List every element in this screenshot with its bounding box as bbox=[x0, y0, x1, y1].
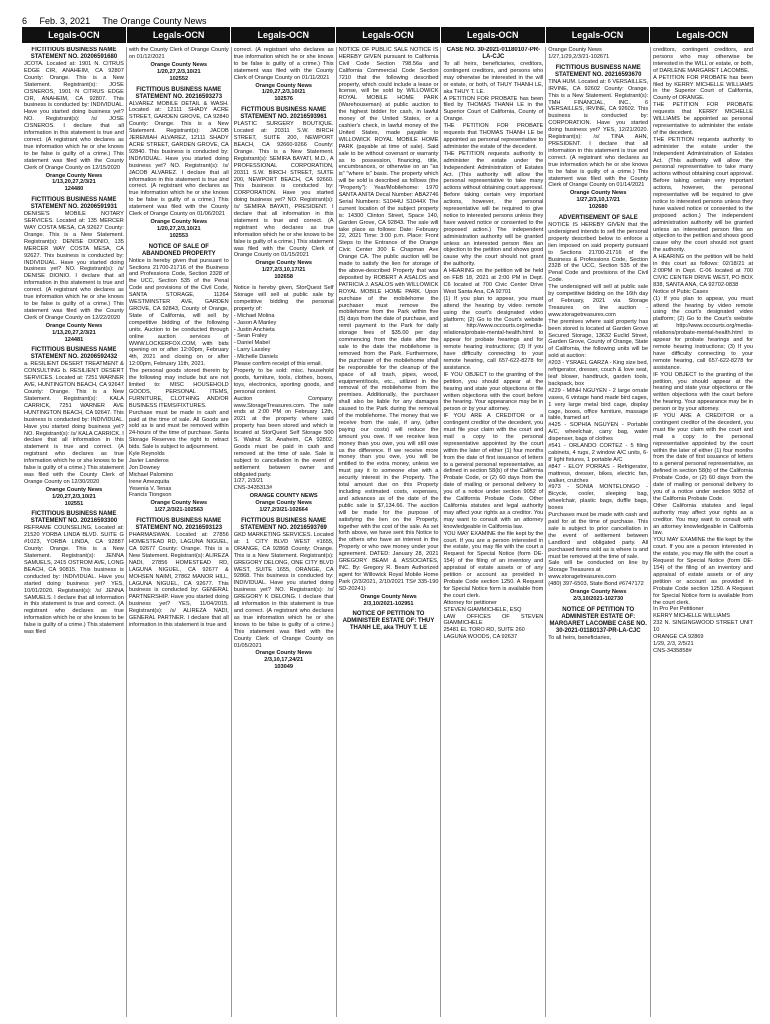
legal-notice bbox=[24, 47, 124, 193]
notice-title: FICTITIOUS BUSINESS NAME STATEMENT NO. 20206591931 bbox=[30, 197, 118, 211]
notice-title: FICTITIOUS BUSINESS NAME STATEMENT NO. 20216593300 bbox=[30, 511, 118, 525]
notice-body: TINA HUM. Located at: 6 VERSAILLES, IRVINE, CA 92602 County: Orange. This is a New Statement. Registrant(s): TMH FINANCIAL, INC., 6 VERSAILLES, IRVINE, CA 92602. This business is conducted by: CORPORATION. Have you started doing business yet? YES, 12/21/2020. Registrant(s): /s/ TINA AHN, PRESIDENT. I declare that all information in this statement is true and correct. (A registrant who declares as true information which he or she knows to be false is guilty of a crime.) This statement was filed with the County Clerk of Orange County on 01/14/2021 bbox=[548, 78, 650, 189]
notice-title: FICTITIOUS BUSINESS NAME STATEMENT NO. 20216593273 bbox=[135, 86, 223, 100]
section-label: Legals-OCN bbox=[441, 27, 546, 43]
section-bars bbox=[22, 27, 755, 43]
notice-body: creditors, contingent creditors, and persons who may otherwise be interested in the WILL or estate, or both, of DARLENE MARGARET LACOMBE. A PETITION FOR PROBATE has been filed by KERRY MICHELLE WILLIAMS in the Superior Court of California, County of ORANGE. THE PETITION FOR PROBATE requests that KERRY MICHELLE WILLIAMS be appointed as personal representative to administer the estate of the decedent. THE PETITION requests authority to administer the estate under the Independent Administration of Estates Act. (This authority will allow the personal representative to take many actions without obtaining court approval. Before taking certain very important actions, however, the personal representative will be required to give notice to interested persons unless they have waived notice or consented to the proposed action.) The independent administration authority will be granted unless an interested person files an objection to the petition and shows good cause why the court should not grant the authority. A HEARING on the petition will be held in this court as follows: 02/18/21 at 2:00PM in Dept. C-06 located at 700 CIVIC CENTER DRIVE WEST, PO BOX 838, SANTA ANA, CA 92702-0838 Notice of Pubic Cases (1) If you plan to appear, you must attend the hearing by video remote using the court's designated video platform; (2) Go to the Court's website at http://www.occourts.org/media-relations/probate-mental-health.html to appear for probate hearings and for remote hearing instructions; (3) If you have difficulty connecting to your remote hearing, call 657-622-8278 for assistance. IF YOU OBJECT to the granting of the petition, you should appear at the hearing and state your objections or file written objections with the court before the hearing. Your appearance may be in person or by your attorney. IF YOU ARE A CREDITOR or a contingent creditor of the decedent, you must file your claim with the court and mail a copy to the personal representative appointed by the court within the later of either (1) four months from the date of first issuance of letters to a general personal representative, as defined in section 58(b) of the California Probate Code, or (2) 60 days from the date of mailing or personal delivery to you of a notice under section 9052 of the California Probate Code. Other California statutes and legal authority may affect your rights as a creditor. You may want to consult with an attorney knowledgeable in California law. YOU MAY EXAMINE the file kept by the court. If you are a person interested in the estate, you may file with the court a Request for Special Notice (form DE-154) of the filing of an inventory and appraisal of estate assets or of any petition or account as provided in Probate Code section 1250. A Request for Special Notice form is available from the court clerk. In Pro Per Petitioner KERRY MICHELLE WILLIAMS 232 N. SINGINGWOOD STREET UNIT 10 ORANGE CA 92869 1/29, 2/3, 2/5/21 CNS-3435858# bbox=[653, 47, 754, 654]
notice-body: To all heirs, beneficiaries, creditors, contingent creditors, and persons who may otherwise be interested in the will or estate, or both, of THUY THANH LE, aka THUY T. LE. A PETITION FOR PROBATE has been filed by THOMAS THANH LE in the Superior Court of California, County of Orange. THE PETITION FOR PROBATE requests that THOMAS THANH LE be appointed as personal representative to administer the estate of the decedent. THE PETITION requests authority to administer the estate under the Independent Administration of Estates Act. (This authority will allow the personal representative to take many actions without obtaining court approval. Before taking certain very important actions, however, the personal representative will be required to give notice to interested persons unless they have waived notice or consented to the proposed action.) The independent administration authority will be granted unless an interested person files an objection to the petition and shows good cause why the court should not grant the authority. A HEARING on the petition will be held on FEB 18, 2021 at 2:00 PM in Dept. C6 located at 700 Civic Center Drive West Santa Ana, CA 92701 (1) If you plan to appear, you must attend the hearing by video remote using the court's designated video platform; (2) Go to the Court's website at http://www.occourts.org/media-relations/probate-mental-health.html to appear for probate hearings and for remote hearing instructions; (3) If you have difficulty connecting to your remote hearing, call 657-622-8278 for assistance. IF YOU OBJECT to the granting of the petition, you should appear at the hearing and state your objections or file written objections with the court before the hearing. Your appearance may be in person or by your attorney. IF YOU ARE A CREDITOR or a contingent creditor of the decedent, you must file your claim with the court and mail a copy to the personal representative appointed by the court within the later of either (1) four months from the date of first issuance of letters to a general personal representative, as defined in section 58(b) of the California Probate Code, or (2) 60 days from the date of mailing or personal delivery to you of a notice under section 9052 of the California Probate Code. Other California statutes and legal authority may affect your rights as a creditor. You may want to consult with an attorney knowledgeable in California law. YOU MAY EXAMINE the file kept by the court. If you are a person interested in the estate, you may file with the court a Request for Special Notice (form DE-154) of the filing of an inventory and appraisal of estate assets or of any petition or account as provided in Probate Code section 1250. A Request for Special Notice form is available from the court clerk. Attorney for petitioner STEVEN GIAMMICHELE, ESQ LAW OFFICES OF STEVEN GIAMMICHELE 25481 EL TORO RD, SUITE 260 LAGUNA WOODS, CA 92637 bbox=[443, 61, 544, 641]
legal-notice bbox=[548, 65, 648, 211]
section-label: Legals-OCN bbox=[127, 27, 232, 43]
legal-notice bbox=[129, 244, 229, 515]
legal-notice bbox=[339, 47, 439, 607]
notice-title: FICTITIOUS BUSINESS NAME STATEMENT NO. 20206592432 bbox=[30, 347, 118, 361]
legal-notice bbox=[129, 47, 229, 83]
notice-body: Orange County News 1/27,1/29,2/3/21-102671 bbox=[548, 47, 610, 60]
legal-notice bbox=[129, 87, 229, 240]
notice-body: with the County Clerk of Orange County on 01/12/2021 bbox=[128, 47, 231, 60]
legal-notice bbox=[548, 215, 648, 603]
legal-notice bbox=[234, 518, 334, 671]
legal-notice bbox=[24, 347, 124, 507]
legal-notice bbox=[24, 197, 124, 343]
notice-body: Notice is hereby given, StorQuest Self Storage will sell at public sale by competitive bidding the personal property of: - Michael Molina - Jason A Manley - Justin Anchieta - Sean Fraley - Daniel Mabel - Larry Lassley - Michelle Daniels Please confirm receipt of this email. Property to be sold: misc. household goods, furniture, tools, clothes, boxes, toys, electronics, sporting goods, and personal content. Auction Company: www.StorageTreasures.com. The sale ends at 2:00 PM on February 12th, 2021 at the property where said property has been stored and which is located at StorQuest Self Storage 500 S. Walnut St. Anaheim, CA 92802. Goods must be paid in cash and removed at the time of sale. Sale is subject to cancellation in the event of settlement between owner and obligated party. 1/27, 2/3/21 CNS-3435313# bbox=[233, 285, 334, 492]
notice-title: FICTITIOUS BUSINESS NAME STATEMENT NO. 20216593670 bbox=[554, 64, 642, 78]
notice-title: ADVERTISEMENT OF SALE bbox=[558, 215, 638, 222]
publication-info: Orange County News 1/13,20,27,2/3/21 124481 bbox=[45, 322, 103, 343]
notice-title: FICTITIOUS BUSINESS NAME STATEMENT NO. 20216593769 bbox=[240, 518, 327, 531]
notice-title: FICTITIOUS BUSINESS NAME STATEMENT NO. 20216593961 bbox=[240, 107, 327, 121]
notice-body: a. RESILIENT DESERT TREATMENT & CONSULTING b. RESILIENT DESERT SERVICES. Located at: 7251 WARNER AVE, HUNTINGTON BEACH, CA 92647 County: Orange. This is a New Statement. Registrant(s): KALA CARRICK, 7251 WARNER AVE HUNTINGTON BEACH, CA 92647. This business is conducted by: INDIVIDUAL. Have you started doing business yet? NO. Registrant(s): /s/ KALA CARRICK. I declare that all information in this statement is true and correct. (A registrant who declares as true information which he or she knows to be false is guilty of a crime.) This statement was filed with the County Clerk of Orange County on 12/30/2020 bbox=[24, 361, 126, 485]
notice-body: GKD MARKETING SERVICES. Located at: 1 CITY BLVD WEST #1655, ORANGE, CA 92868 County: Orange. This is a New Statement. Registrant(s): GREGORY DELONG, ONE CITY BLVD WEST, SUITE 1655, ORANGE, CA 92868. This business is conducted by: INDIVIDUAL. Have you started doing business yet? NO. Registrant(s): /s/ GREGORY K DELONG. I declare that all information in this statement is true and correct. (A registrant who declares as true information which he or she knows to be false is guilty of a crime.) This statement was filed with the County Clerk of Orange County on 01/05/2021 bbox=[233, 532, 336, 649]
publication-info: Orange County News 2/3,10/2021-102951 bbox=[360, 593, 417, 607]
column-5 bbox=[441, 47, 546, 1017]
publication-info: Orange County News 1/20,27,2/3,10/21 102553 bbox=[150, 218, 208, 239]
section-label: Legals-OCN bbox=[22, 27, 127, 43]
notice-body: ALVAREZ MOBILE DETAIL & WASH. Located at: 12111 SHADY ACRE STREET, GARDEN GROVE, CA 92840 County: Orange. This is a New Statement. Registrant(s): JACOB JEREMIAH ALVAREZ, 12111 SHADY ACRE STREET, GARDEN GROVE, CA 92840. This business is conducted by: INDIVIDUAL. Have you started doing business yet? NO. Registrant(s): /s/ JACOB ALVAREZ. I declare that all information in this statement is true and correct. (A registrant who declares as true information which he or she knows to be false is guilty of a crime.) This statement was filed with the County Clerk of Orange County on 01/06/2021 bbox=[128, 100, 231, 218]
section-label: Legals-OCN bbox=[336, 27, 441, 43]
section-label: Legals-OCN bbox=[231, 27, 336, 43]
notice-body: JCOTA. Located at: 1901 N. CITRUS EDGE CIR, ANAHEIM, CA 92807 County: Orange. This is a New Statement. Registrant(s): JOSE CISNEROS, 1901 N CITRUS EDGE CIR, ANAHEIM, CA 92807. This business is conducted by: INDIVIDUAL. Have you started doing business yet? NO. Registrant(s): /s/ JOSE CISNEROS. I declare that all information in this statement is true and correct. (A registrant who declares as true information which he or she knows to be false is guilty of a crime.) This statement was filed with the County Clerk of Orange County on 12/15/2020 bbox=[24, 61, 126, 171]
column-4 bbox=[337, 47, 442, 1017]
column-6 bbox=[546, 47, 651, 1017]
notice-body: NOTICE IS HEREBY GIVEN that the undersigned intends to sell the personal property described below to enforce a lien imposed on said property pursuant to Sections 21700-21716 of the Business & Professions Code, Section 2328 of the UCC, Section 535 of the Penal Code and provisions of the Civil Code. The undersigned will sell at public sale by competitive bidding on the 16th day of February, 2021 via Storage Treasures on line auction - www.storagetreasures.com The premises where said property has been stored is located at Garden Grove Secured Storage, 13632 Euclid Street, Garden Grove, County of Orange, State of California, the following units will be sold at auction: #203 - YSRAEL GARZA - King size bed, refrigerator, dresser, couch & love seat, leaf blower, handtruck, garden tools, backpack, box #229 - MINH NGUYEN - 2 large ornate vases, 6 vintage hand made bird cages, 1 very large metal bird cage, display cage, boxes, office furniture, massage table, framed art #425 - SOPHIA NGUYEN - Portable A/C, wheelchair, carry bag, water dispenser, bags of clothes #541 - ORLANDO CORTEZ - 5 filing cabinets, 4 rugs, 2 window A/C units, 6-8' light fixtures, 1 portable A/C #847 - ELOY PORRAS - Refrigerator, mattress, dresser, bikes, electric fan, walker, crutches #973 - SONIA MONTELONGO - Bicycle, cooler, sleeping bag, wheelchair, plastic bags, duffle bags, boxes Purchases must be made with cash and paid for at the time of purchase. This sale is subject to prior cancellation in the event of settlement between Landlord and obligated party. All purchased items sold as is where is and must be removed at the time of sale. Sale will be conducted on line by Storage Treasures at www.storagetreasures.com (480) 397-6503, State Bond #6747172 bbox=[548, 222, 649, 588]
publication-name: The Orange County News bbox=[102, 16, 207, 26]
issue-date: Feb. 3, 2021 bbox=[39, 16, 91, 26]
publication-info: Orange County News 1/20,27,2/3,10/21 102551 bbox=[45, 486, 103, 507]
notice-body: To all heirs, beneficiaries, bbox=[548, 634, 612, 641]
legal-notice bbox=[234, 285, 334, 514]
notice-body: REFRAME COUNSELING. Located at: 21520 YORBA LINDA BLVD. SUITE G #1023, YORBA LINDA, CA 92887 County: Orange. This is a New Statement. Registrant(s): JENNA SAMUELS, 2415 OSTROM AVE, LONG BEACH, CA 90815. This business is conducted by: INDIVIDUAL. Have you started doing business yet? YES, 10/01/2020. Registrant(s): /s/ JENNA SAMUELS. I declare that all information in this statement is true and correct. (A registrant who declares as true information which he or she knows to be false is guilty of a crime.) This statement was filed bbox=[24, 525, 126, 636]
legal-notice bbox=[129, 518, 229, 629]
section-label: Legals-OCN bbox=[650, 27, 755, 43]
legal-notice bbox=[548, 47, 648, 61]
notice-body: NOTICE OF PUBLIC SALE NOTICE IS HEREBY GIVEN pursuant to California Civil Code Section 798.56a and California Commercial Code Section 7210 that the following described property, which could include a lease or license, will be sold by WILLOWICK ROYAL MOBILE HOME PARK (Warehouseman) at public auction to the highest bidder for cash, in lawful money of the United States, or a cashier's check, in lawful money of the United States, made payable to WILLOWICK ROYAL MOBILE HOME PARK (payable at time of sale). Said sale to be without covenant or warranty as to possession, financing, title, encumbrances, or otherwise on an "as is" "where is" basis. The property which will be sold is described as follows (the "Property"): Year/Mobilehome: 1970 SANTA ANITA Decal Number: ABA2746 Serial Numbers: S1044U S1044X The current location of the subject property is: 14300 Clinton Street, Space 140, Garden Grove, CA 92843. The sale will take place as follows: Date: February 22, 2021 Time: 3:00 p.m. Place: Front Steps to the Entrance of the Orange Civic Center 300 E Chapman Ave Orange CA. The public auction will be made to satisfy the lien for storage of the above-described Property that was deposited by ROBERT A ASALOS and PATRICIA J. ASALOS with WILLOWICK ROYAL MOBILE HOME PARK. Upon purchase of the mobilehome the purchaser must remove the mobilehome from the Park within five (5) days from the date of purchase, and remit payment to the Park for daily storage fees of $35.00 per day commencing from the date after the sale to the date the mobilehome is removed from the Park. Furthermore, the purchaser of the mobilehome shall be responsible for the cleanup of the space of all trash, pipes, wood, equipment/tools, etc., utilized in the removal of the mobilehome from the premises. Additionally, the purchaser shall also be liable for any damages caused to the Park during the removal of the mobilehome. The money that we receive from the sale, if any, (after paying our costs) will reduce the amount you owe. If we receive less money than you owe, you will still owe us the difference. If we receive more money than you owe, you will be entitled to the extra money, unless we must pay it to someone else with a security interest in the Property. The total amount due on this Property including estimated costs, expenses, and advances as of the date of the public sale is $7,134.66. The auction will be made for the purpose of satisfying the lien on the Property, together with the cost of the sale. As set forth above, we have sent this Notice to the others who have an interest in the Property or who owe money under your agreement. DATED: January 28, 2021 GREGORY BEAM & ASSOCIATES, INC. By: Gregory R. Beam Authorized agent for Willowick Royal Mobile Home Park (2/3/2021, 2/10/2021 TS# 335-190 SD-20241) bbox=[338, 47, 440, 592]
publication-info: Orange County News 2/3,10,17,24/21 103049 bbox=[255, 650, 312, 671]
publication-info: Orange County News 1/27,2/3,10,17/21 102658 bbox=[255, 260, 312, 281]
section-label: Legals-OCN bbox=[546, 27, 651, 43]
notice-body: correct. (A registrant who declares as true information which he or she knows to be false is guilty of a crime.) This statement was filed with the County Clerk of Orange County on 01/11/2021 bbox=[233, 47, 336, 81]
notice-title: FICTITIOUS BUSINESS NAME STATEMENT NO. 20216593123 bbox=[135, 518, 223, 532]
notice-body: Notice is hereby given that pursuant to Sections 21700-21716 of the Business and Professions Code, Section 2328 of the UCC, Section 535 of the Penal Code and provisions of the Civil Code, SANTA STORAGE, 11264 WESTMINSTER AVE, GARDEN GROVE, CA 92843, County of Orange, State of California, will sell by competitive bidding of the following units. Auction to be conducted through online auction services of WWW.LOCKERFOX.COM, with bids opening on or after 12:00pm, February 4th, 2021 and closing on or after 12:00pm, February 11th, 2021. The personal goods stored therein by the following may include but are not limited to: MISC HOUSEHOLD GOODS, PERSONAL ITEMS, FURNITURE, CLOTHING AND/OR BUSINESS ITEMS/FIXTURES. Purchase must be made in cash and paid at the time of sale. All Goods are sold as is and must be removed within 24-hours of the time of purchase. Santa Storage Reserves the right to retract bids. Sale is subject to adjournment. Kyle Reynolds Javier Landeros Jon Downey Michael Palomino Irene Amezquita Yesenia V. Tenas Francis Tiongson bbox=[128, 257, 229, 499]
notice-columns bbox=[22, 47, 755, 1017]
notice-title: CASE NO. 30-2021-01180107-PR-LA-CJC bbox=[446, 47, 541, 60]
legal-notice bbox=[339, 611, 439, 632]
notice-title: NOTICE OF SALE OF ABANDONED PROPERTY bbox=[141, 243, 216, 257]
notice-body: PLASTIC SURGERY BOUTIQUE. Located at: 20311 S.W. BIRCH STREET, SUITE 200, NEWPORT BEACH, CA 92660-9266 County: Orange. This is a New Statement. Registrant(s): SEMIRA BAYATI, M.D., A PROFESSIONAL CORPORATION, 20311 S.W. BIRCH STREET, SUITE 200, NEWPORT BEACH, CA 92660. This business is conducted by: CORPORATION. Have you started doing business yet? NO. Registrant(s): /s/ SEMIRA BAYATI, PRESIDENT. I declare that all information in this statement is true and correct. (A registrant who declares as true information which he or she knows to be false is guilty of a crime.) This statement was filed with the County Clerk of Orange County on 01/15/2021 bbox=[233, 121, 336, 259]
publication-info: Orange County News 1/20,27,2/3,10/21 102552 bbox=[150, 61, 208, 82]
notice-body: DENISE'S MOBILE NOTARY SERVICES. Located at: 135 MERCER WAY COSTA MESA, CA 92627 County: Orange. This is a New Statement. Registrant(s): DENISE DIONIO, 135 MERCER WAY COSTA MESA, CA 92627. This business is conducted by: INDIVIDUAL. Have you started doing business yet? NO. Registrant(s): /s/ DENISE DIONIO. I declare that all information in this statement is true and correct. (A registrant who declares as true information which he or she knows to be false is guilty of a crime.) This statement was filed with the County Clerk of Orange County on 12/22/2020 bbox=[24, 211, 126, 321]
publication-info: Orange County News 1/27,2/3/21-102563 bbox=[150, 500, 208, 514]
legal-notice bbox=[443, 47, 543, 641]
column-3 bbox=[232, 47, 337, 1017]
publication-info: Orange County News 1/13,20,27,2/3/21 124480 bbox=[45, 172, 103, 193]
legal-notice bbox=[24, 511, 124, 636]
page-number: 6 bbox=[22, 16, 28, 26]
legal-notice bbox=[653, 47, 753, 655]
notice-title: FICTITIOUS BUSINESS NAME STATEMENT NO. 20206591680 bbox=[30, 47, 118, 60]
publication-info: Orange County News 1/20,27,2/3,10/21 102576 bbox=[255, 82, 312, 103]
publication-info: Orange County News 1/27,2/3,10,17/21 102680 bbox=[569, 190, 627, 211]
notice-body: PHARMASWAN. Located at: 27856 HOMESTEAD RD, LAGUNA NIGUEL, CA 92677 County: Orange. This is a New Statement. Registrant(s): ALIREZA NADI, 27856 HOMESTEAD RD, LAGUNA NIGUEL, CA 92677 & MOHSEN NAIMI, 27862 MANOR HILL, LAGUNA NIGUEL, CA 92677. This business is conducted by: GENERAL PARTNERSHIP. Have you started doing business yet? YES, 11/04/2015. Registrant(s): /s/ ALIREZA NADI, GENERAL PARTNER. I declare that all information in this statement is true and bbox=[128, 532, 231, 628]
legal-notice bbox=[548, 607, 648, 642]
publication-info: ORANGE COUNTY NEWS Orange County News 1/27,2/3/21-102664 bbox=[249, 493, 318, 514]
notice-title: NOTICE OF PETITION TO ADMINISTER ESTATE OF: THUY THANH LE, aka THUY T. LE bbox=[342, 611, 435, 632]
legal-notice bbox=[234, 107, 334, 281]
legal-notice bbox=[234, 47, 334, 103]
notice-title: NOTICE OF PETITION TO ADMINISTER ESTATE OF: MARGARET LACOMBE CASE NO. 30-2021-01180137-PR-LA-CJC bbox=[549, 606, 647, 634]
column-1 bbox=[22, 47, 127, 1017]
page-header bbox=[22, 16, 216, 26]
column-7 bbox=[651, 47, 755, 1017]
column-2 bbox=[127, 47, 232, 1017]
publication-info: Orange County News 2/3,10/2021-102730 bbox=[569, 589, 627, 602]
